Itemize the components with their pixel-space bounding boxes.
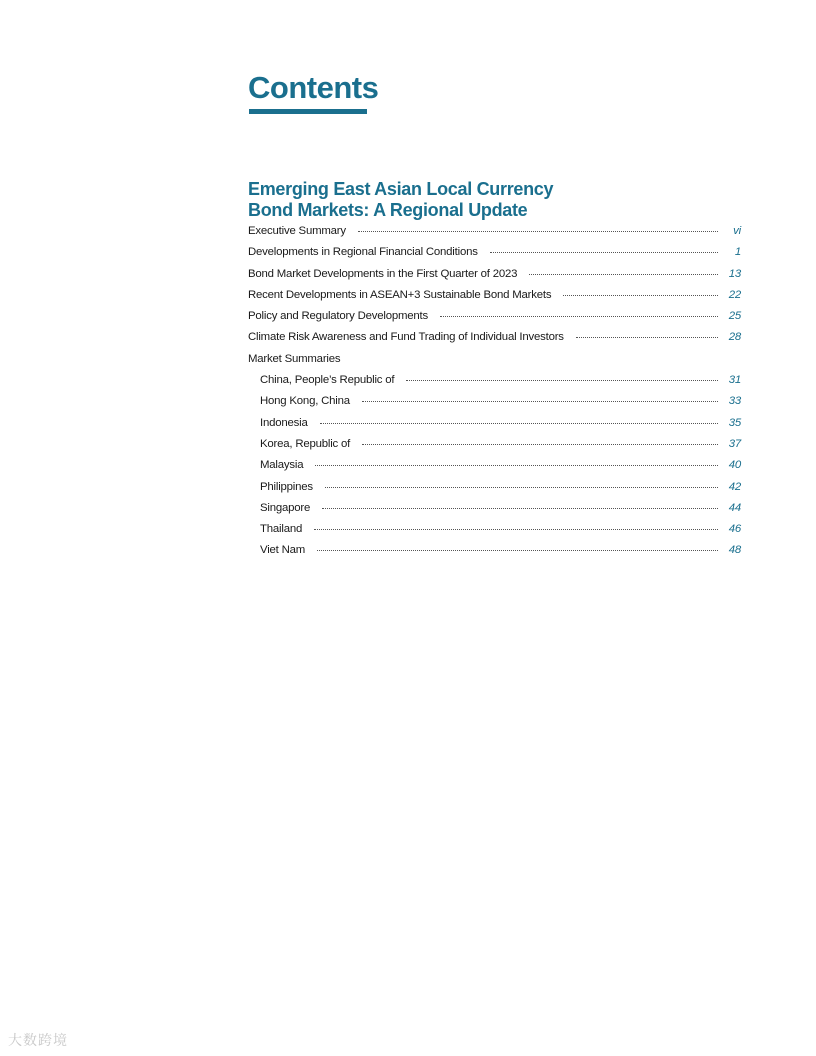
toc-page-number[interactable]: 44 <box>728 501 741 514</box>
dot-leader <box>315 464 718 466</box>
toc-page-number[interactable]: 46 <box>728 523 741 536</box>
watermark: 大数跨境 <box>8 1032 68 1048</box>
toc-entry[interactable] <box>248 544 741 565</box>
dot-leader <box>440 315 718 317</box>
toc-entry-label: Singapore <box>260 501 311 514</box>
toc-entry[interactable] <box>248 395 741 416</box>
section-heading-line-2: Bond Markets: A Regional Update <box>248 200 528 220</box>
toc-entry[interactable] <box>248 246 741 267</box>
toc-page-number[interactable]: 48 <box>728 544 741 557</box>
toc-entry-label: Thailand <box>260 523 303 536</box>
toc-entry-label: Developments in Regional Financial Conditions <box>248 246 478 259</box>
toc-page-number[interactable]: 37 <box>728 437 741 450</box>
page-title: Contents <box>248 70 379 105</box>
toc-entry[interactable] <box>248 481 741 502</box>
dot-leader <box>325 486 718 488</box>
toc-page-number[interactable]: 13 <box>728 267 741 280</box>
toc-entry[interactable] <box>248 523 741 544</box>
title-underline <box>249 109 367 114</box>
dot-leader <box>490 251 718 253</box>
dot-leader <box>576 336 718 338</box>
toc-entry-label: China, People’s Republic of <box>260 374 395 387</box>
section-heading <box>248 179 568 221</box>
toc-entry-label: Indonesia <box>260 416 308 429</box>
dot-leader <box>529 273 718 275</box>
toc-page-number[interactable]: 25 <box>728 310 741 323</box>
dot-leader <box>320 422 718 424</box>
toc-page-number[interactable]: 31 <box>728 374 741 387</box>
toc-page-number[interactable]: 35 <box>728 416 741 429</box>
toc-entry[interactable] <box>248 331 741 352</box>
section-heading-line-1: Emerging East Asian Local Currency <box>248 179 554 199</box>
toc-entry[interactable] <box>248 225 741 246</box>
toc-entry[interactable] <box>248 310 741 331</box>
toc-entry-label: Executive Summary <box>248 225 346 237</box>
toc-entry-label: Malaysia <box>260 459 304 472</box>
toc-page-number[interactable]: 1 <box>734 246 741 259</box>
dot-leader <box>314 528 718 530</box>
dot-leader <box>563 294 718 296</box>
toc-entry[interactable] <box>248 353 741 374</box>
toc-entry[interactable] <box>248 438 741 459</box>
toc-entry[interactable] <box>248 459 741 480</box>
toc-entry[interactable] <box>248 417 741 438</box>
dot-leader <box>322 507 718 509</box>
dot-leader <box>317 549 718 551</box>
toc-entry-label: Hong Kong, China <box>260 395 350 408</box>
toc-entry-label: Bond Market Developments in the First Quarter of 2023 <box>248 267 518 280</box>
dot-leader <box>358 230 718 232</box>
toc-entry-label: Recent Developments in ASEAN+3 Sustainable Bond Markets <box>248 288 552 301</box>
toc-entry[interactable] <box>248 289 741 310</box>
toc-entry-label: Viet Nam <box>260 544 306 557</box>
toc-entry[interactable] <box>248 268 741 289</box>
toc-entry-label: Philippines <box>260 480 313 493</box>
toc-page-number[interactable]: vi <box>733 225 741 237</box>
dot-leader <box>362 400 718 402</box>
toc-page-number[interactable]: 28 <box>728 331 741 344</box>
toc-entry[interactable] <box>248 502 741 523</box>
toc-entry-label: Korea, Republic of <box>260 437 351 450</box>
toc-entry-label: Policy and Regulatory Developments <box>248 310 428 323</box>
table-of-contents <box>248 225 741 566</box>
toc-entry-label: Climate Risk Awareness and Fund Trading of Individual Investors <box>248 331 564 344</box>
dot-leader <box>406 379 718 381</box>
toc-entry-label: Market Summaries <box>248 352 341 365</box>
toc-page-number[interactable]: 33 <box>728 395 741 408</box>
toc-page-number[interactable]: 22 <box>728 288 741 301</box>
dot-leader <box>362 443 718 445</box>
toc-page-number[interactable]: 40 <box>728 459 741 472</box>
toc-page-number[interactable]: 42 <box>728 480 741 493</box>
toc-entry[interactable] <box>248 374 741 395</box>
